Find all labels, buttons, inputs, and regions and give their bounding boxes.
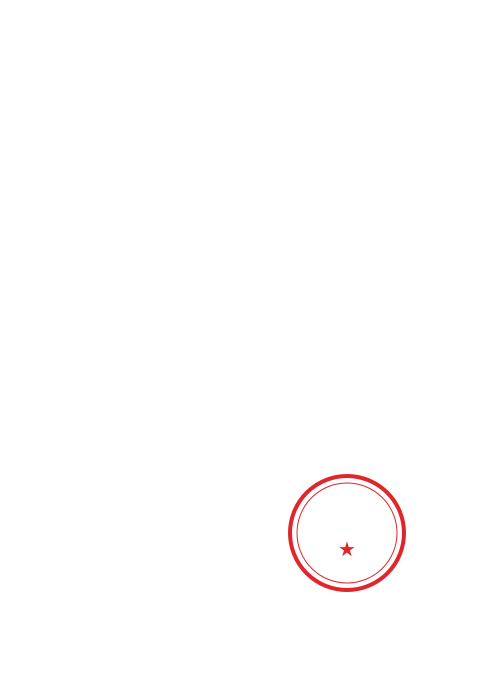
- association-seal: [286, 472, 408, 594]
- svg-text:★: ★: [338, 537, 356, 561]
- contact-line: [97, 423, 119, 441]
